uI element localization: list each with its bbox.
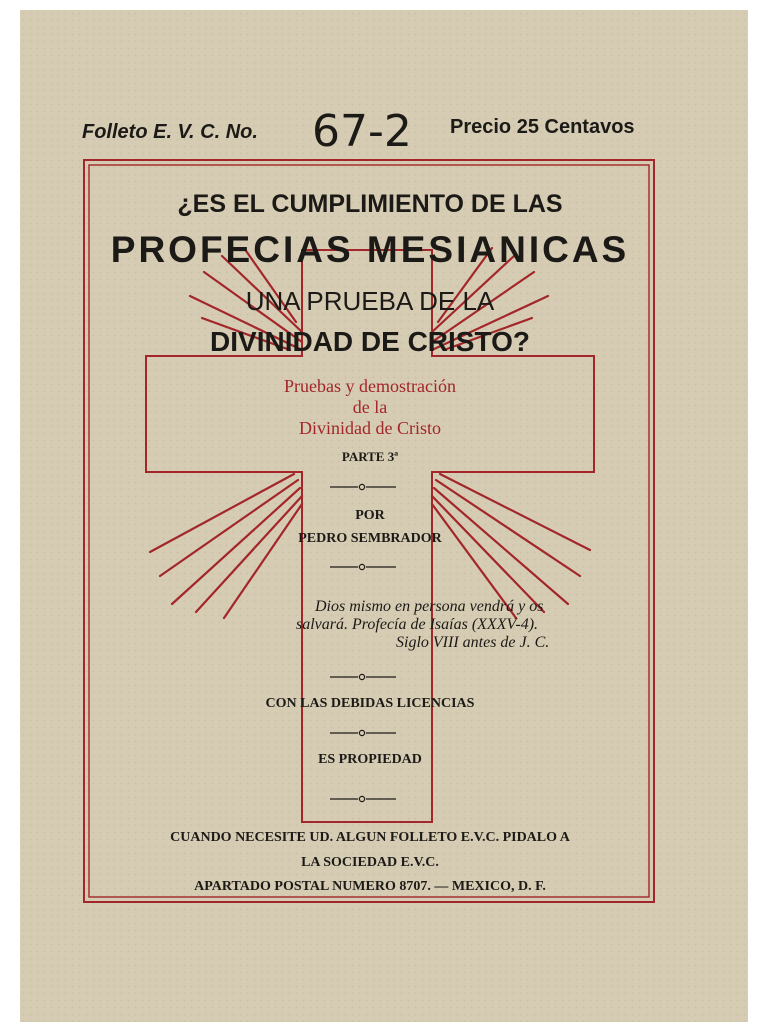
ray bbox=[436, 480, 580, 576]
ornament-separator bbox=[330, 484, 396, 489]
quote-line-2: salvará. Profecía de Isaías (XXXV-4). bbox=[296, 616, 539, 633]
header-folleto: Folleto E. V. C. No. bbox=[82, 121, 258, 143]
ray bbox=[160, 480, 298, 576]
quote-line-3: Siglo VIII antes de J. C. bbox=[396, 634, 550, 651]
ornament-separator bbox=[330, 564, 396, 569]
title-line-2: PROFECIAS MESIANICAS bbox=[110, 229, 630, 270]
header-precio: Precio 25 Centavos bbox=[450, 116, 635, 138]
title-line-3: UNA PRUEBA DE LA bbox=[245, 286, 495, 316]
subtitle-line-3: Divinidad de Cristo bbox=[299, 418, 441, 438]
parte-label: PARTE 3ª bbox=[341, 449, 399, 464]
author-name: PEDRO SEMBRADOR bbox=[298, 531, 442, 546]
footer-line-2: LA SOCIEDAD E.V.C. bbox=[301, 855, 439, 870]
por-label: POR bbox=[355, 508, 385, 523]
title-line-1: ¿ES EL CUMPLIMIENTO DE LAS bbox=[177, 190, 563, 218]
ornament-separator bbox=[330, 796, 396, 801]
header-number: 67-2 bbox=[312, 106, 412, 157]
subtitle-line-2: de la bbox=[352, 397, 388, 417]
licencias-label: CON LAS DEBIDAS LICENCIAS bbox=[265, 696, 475, 711]
footer-line-3: APARTADO POSTAL NUMERO 8707. — MEXICO, D. F. bbox=[194, 879, 546, 894]
ornament-separator bbox=[330, 674, 396, 679]
subtitle-line-1: Pruebas y demostración bbox=[284, 376, 456, 396]
footer-line-1: CUANDO NECESITE UD. ALGUN FOLLETO E.V.C. PIDALO A bbox=[170, 830, 570, 845]
propiedad-label: ES PROPIEDAD bbox=[318, 752, 422, 767]
quote-line-1: Dios mismo en persona vendrá y os bbox=[315, 598, 544, 615]
ornament-separator bbox=[330, 730, 396, 735]
title-line-4: DIVINIDAD DE CRISTO? bbox=[210, 326, 530, 357]
